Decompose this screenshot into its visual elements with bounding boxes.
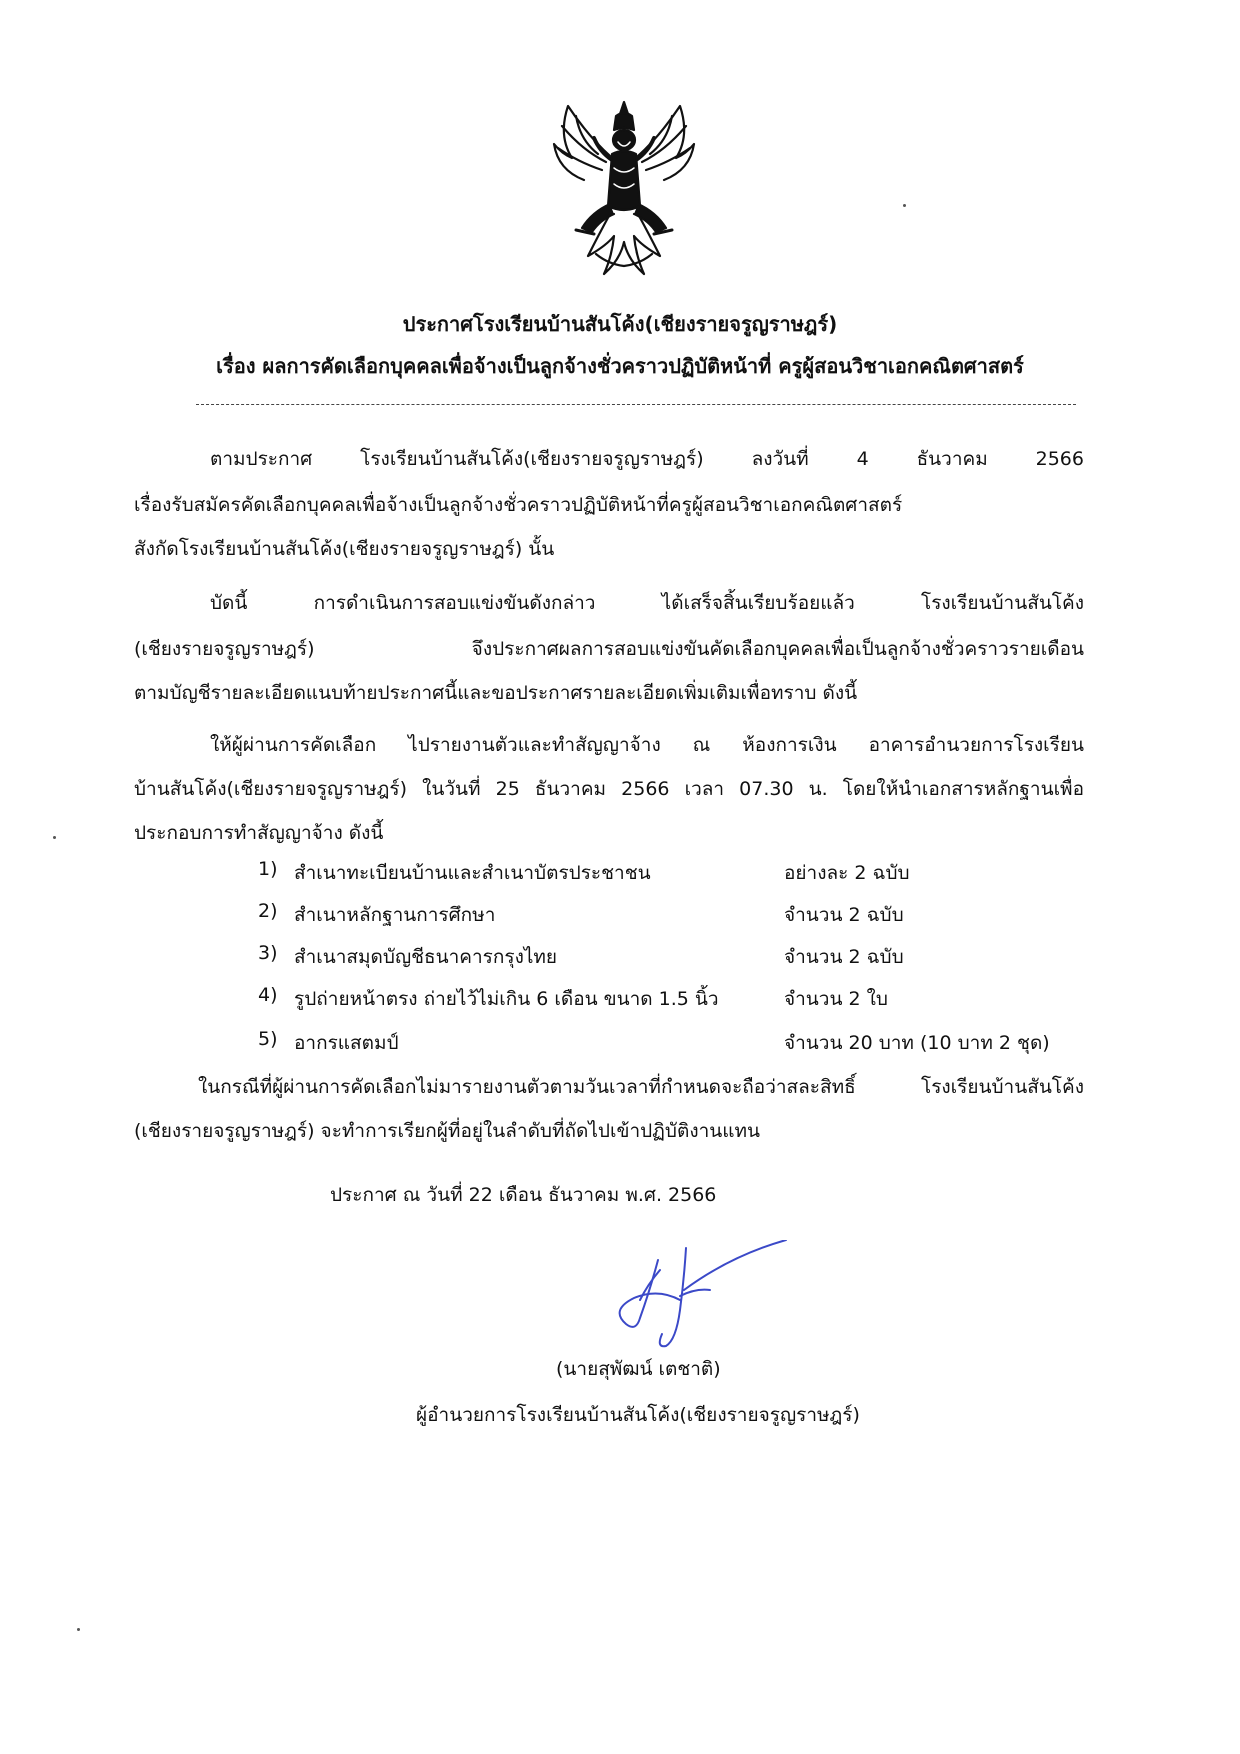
paragraph-2-line-2: (เชียงรายจรูญราษฎร์) จึงประกาศผลการสอบแข่งขันคัดเลือกบุคคลเพื่อเป็นลูกจ้างชั่วคราวรายเดือน: [134, 638, 1084, 660]
list-item-quantity: จำนวน 2 ใบ: [784, 988, 888, 1010]
paragraph-2-line-3: ตามบัญชีรายละเอียดแนบท้ายประกาศนี้และขอประกาศรายละเอียดเพิ่มเติมเพื่อทราบ ดังนี้: [134, 682, 858, 704]
list-item-number: 3): [258, 942, 278, 964]
paragraph-1-line-1: ตามประกาศ โรงเรียนบ้านสันโค้ง(เชียงรายจรูญราษฎร์) ลงวันที่ 4 ธันวาคม 2566: [210, 448, 1084, 470]
closing-line-1: ในกรณีที่ผู้ผ่านการคัดเลือกไม่มารายงานตัวตามวันเวลาที่กำหนดจะถือว่าสละสิทธิ์ โรงเรียนบ้านสันโค้ง: [198, 1076, 1084, 1098]
paragraph-3-line-1: ให้ผู้ผ่านการคัดเลือก ไปรายงานตัวและทำสัญญาจ้าง ณ ห้องการเงิน อาคารอำนวยการโรงเรียน: [210, 734, 1084, 756]
list-item-name: สำเนาสมุดบัญชีธนาคารกรุงไทย: [294, 946, 558, 968]
handwritten-signature: [600, 1240, 790, 1350]
list-item-name: อากรแสตมป์: [294, 1032, 399, 1054]
list-item-name: สำเนาหลักฐานการศึกษา: [294, 904, 496, 926]
list-item-quantity: อย่างละ 2 ฉบับ: [784, 862, 910, 884]
list-item-name: รูปถ่ายหน้าตรง ถ่ายไว้ไม่เกิน 6 เดือน ขนาด 1.5 นิ้ว: [294, 988, 719, 1010]
scan-speck: [53, 836, 56, 839]
dashed-divider: [196, 404, 1076, 405]
paragraph-3-line-2: บ้านสันโค้ง(เชียงรายจรูญราษฎร์) ในวันที่ 25 ธันวาคม 2566 เวลา 07.30 น. โดยให้นำเอกสารหลักฐานเพื่อ: [134, 778, 1084, 800]
announcement-date: ประกาศ ณ วันที่ 22 เดือน ธันวาคม พ.ศ. 2566: [330, 1184, 717, 1206]
list-item-number: 1): [258, 858, 278, 880]
list-item-name: สำเนาทะเบียนบ้านและสำเนาบัตรประชาชน: [294, 862, 651, 884]
list-item-number: 5): [258, 1028, 278, 1050]
garuda-emblem-icon: [548, 96, 700, 280]
scan-speck: [77, 1628, 80, 1631]
list-item-quantity: จำนวน 2 ฉบับ: [784, 946, 904, 968]
signatory-name: (นายสุพัฒน์ เตชาติ): [556, 1358, 721, 1380]
closing-line-2: (เชียงรายจรูญราษฎร์) จะทำการเรียกผู้ที่อยู่ในลำดับที่ถัดไปเข้าปฏิบัติงานแทน: [134, 1120, 761, 1142]
paragraph-2-line-1: บัดนี้ การดำเนินการสอบแข่งขันดังกล่าว ได้เสร็จสิ้นเรียบร้อยแล้ว โรงเรียนบ้านสันโค้ง: [210, 592, 1084, 614]
list-item-number: 4): [258, 984, 278, 1006]
list-item-quantity: จำนวน 20 บาท (10 บาท 2 ชุด): [784, 1032, 1050, 1054]
paragraph-3-line-3: ประกอบการทำสัญญาจ้าง ดังนี้: [134, 822, 384, 844]
announcement-title: ประกาศโรงเรียนบ้านสันโค้ง(เชียงรายจรูญราษฎร์): [402, 312, 838, 336]
scan-speck: [903, 204, 906, 207]
list-item-quantity: จำนวน 2 ฉบับ: [784, 904, 904, 926]
paragraph-1-line-2: เรื่องรับสมัครคัดเลือกบุคคลเพื่อจ้างเป็นลูกจ้างชั่วคราวปฏิบัติหน้าที่ครูผู้สอนวิชาเอกคณิตศาสตร์: [134, 494, 903, 516]
announcement-subject: เรื่อง ผลการคัดเลือกบุคคลเพื่อจ้างเป็นลูกจ้างชั่วคราวปฏิบัติหน้าที่ ครูผู้สอนวิชาเอกคณิตศาสตร์: [216, 354, 1024, 378]
paragraph-1-line-3: สังกัดโรงเรียนบ้านสันโค้ง(เชียงรายจรูญราษฎร์) นั้น: [134, 538, 555, 560]
signatory-position: ผู้อำนวยการโรงเรียนบ้านสันโค้ง(เชียงรายจรูญราษฎร์): [416, 1404, 860, 1426]
list-item-number: 2): [258, 900, 278, 922]
